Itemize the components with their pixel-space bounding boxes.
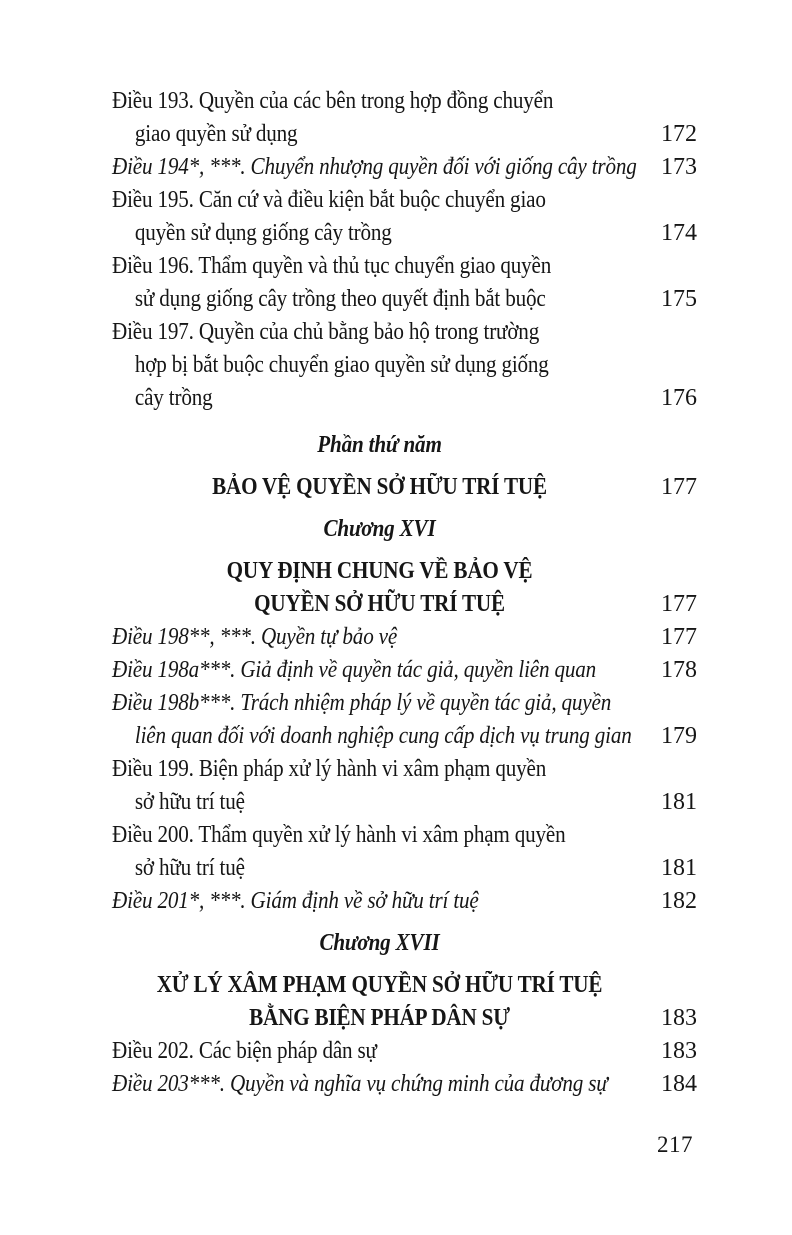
toc-entry-text	[112, 687, 632, 753]
toc-entry-text	[144, 471, 615, 504]
toc-entry-line: BẰNG BIỆN PHÁP DÂN SỰ	[249, 1005, 510, 1031]
toc-entry-line: Điều 193. Quyền của các bên trong hợp đồng chuyển	[112, 88, 554, 114]
toc-entry-text	[144, 429, 615, 462]
toc-entry-line: Chương XVII	[319, 930, 440, 956]
toc-entry-text	[144, 513, 615, 546]
toc-entry-text	[112, 250, 583, 316]
toc-entry-text	[112, 85, 583, 151]
toc-entry-line: Điều 198b***. Trách nhiệm pháp lý về quyền tác giả, quyền	[112, 690, 612, 716]
toc-entry-part-label	[112, 429, 697, 462]
toc-entry-article	[112, 654, 697, 687]
toc-entry-article	[112, 151, 697, 184]
toc-entry-chapter-title	[112, 969, 697, 1035]
toc-entry-text	[112, 1035, 583, 1068]
toc-entry-page-number: 177	[661, 624, 697, 650]
toc-entry-line: sử dụng giống cây trồng theo quyết định bắt buộc	[134, 286, 546, 312]
toc-entry-page-number: 182	[661, 888, 697, 914]
toc-entry-article	[112, 885, 697, 918]
toc-entry-text	[112, 885, 583, 918]
toc-entry-line: Điều 201*, ***. Giám định về sở hữu trí tuệ	[112, 888, 479, 914]
toc-entry-page-number: 177	[661, 474, 697, 500]
toc-entry-text	[144, 927, 615, 960]
toc-entry-line: QUY ĐỊNH CHUNG VỀ BẢO VỆ	[226, 558, 533, 584]
toc-entry-line: Điều 200. Thẩm quyền xử lý hành vi xâm phạm quyền	[112, 822, 566, 848]
toc-entry-text	[112, 1068, 608, 1101]
toc-entry-page-number: 178	[661, 657, 697, 683]
toc-entry-page-number: 183	[661, 1005, 697, 1031]
toc-entry-page-number: 173	[661, 154, 697, 180]
toc-entry-line: sở hữu trí tuệ	[134, 789, 245, 815]
toc-entry-line: Chương XVI	[323, 516, 436, 542]
toc-entry-page-number: 181	[661, 855, 697, 881]
toc-entry-article	[112, 621, 697, 654]
toc-entry-article	[112, 819, 697, 885]
toc-entry-text	[144, 969, 615, 1035]
toc-entry-line: Điều 196. Thẩm quyền và thủ tục chuyển giao quyền	[112, 253, 552, 279]
toc-entry-line: quyền sử dụng giống cây trồng	[134, 220, 392, 246]
toc-entry-line: cây trồng	[134, 385, 213, 411]
toc-entry-article	[112, 184, 697, 250]
toc-entry-page-number: 181	[661, 789, 697, 815]
toc-entry-line: Điều 194*, ***. Chuyển nhượng quyền đối với giống cây trồng	[112, 154, 637, 180]
toc-entry-text	[112, 621, 583, 654]
toc-entry-line: Điều 202. Các biện pháp dân sự	[112, 1038, 377, 1064]
toc-entry-text	[112, 654, 597, 687]
toc-entry-page-number: 174	[661, 220, 697, 246]
toc-entry-chapter-title	[112, 555, 697, 621]
toc-entry-article	[112, 85, 697, 151]
toc-entry-line: Điều 197. Quyền của chủ bằng bảo hộ trong trường	[112, 319, 540, 345]
toc-entry-page-number: 177	[661, 591, 697, 617]
toc-entry-text	[144, 555, 615, 621]
toc-entry-line: hợp bị bắt buộc chuyển giao quyền sử dụng giống	[134, 352, 549, 378]
toc-entry-line: liên quan đối với doanh nghiệp cung cấp dịch vụ trung gian	[134, 723, 632, 749]
toc-list	[112, 85, 697, 1101]
toc-entry-page-number: 176	[661, 385, 697, 411]
toc-entry-line: sở hữu trí tuệ	[134, 855, 245, 881]
toc-entry-text	[112, 316, 583, 415]
toc-entry-article	[112, 1035, 697, 1068]
toc-entry-article	[112, 316, 697, 415]
toc-entry-article	[112, 1068, 697, 1101]
toc-entry-line: Điều 198a***. Giả định về quyền tác giả, quyền liên quan	[112, 657, 597, 683]
toc-entry-page-number: 183	[661, 1038, 697, 1064]
toc-entry-line: Điều 203***. Quyền và nghĩa vụ chứng minh của đương sự	[112, 1071, 608, 1097]
toc-entry-line: Phần thứ năm	[317, 432, 442, 458]
toc-entry-line: QUYỀN SỞ HỮU TRÍ TUỆ	[254, 591, 505, 617]
toc-entry-line: XỬ LÝ XÂM PHẠM QUYỀN SỞ HỮU TRÍ TUỆ	[156, 972, 603, 998]
toc-entry-line: Điều 195. Căn cứ và điều kiện bắt buộc chuyển giao	[112, 187, 546, 213]
toc-entry-line: Điều 198**, ***. Quyền tự bảo vệ	[112, 624, 398, 650]
toc-entry-page-number: 175	[661, 286, 697, 312]
toc-entry-page-number: 179	[661, 723, 697, 749]
toc-entry-article	[112, 687, 697, 753]
toc-entry-article	[112, 250, 697, 316]
toc-entry-line: Điều 199. Biện pháp xử lý hành vi xâm phạm quyền	[112, 756, 547, 782]
toc-entry-page-number: 172	[661, 121, 697, 147]
toc-entry-article	[112, 753, 697, 819]
toc-entry-text	[112, 184, 583, 250]
footer-page-number: 217	[657, 1132, 693, 1157]
toc-entry-text	[112, 151, 637, 184]
toc-entry-page-number: 184	[661, 1071, 697, 1097]
toc-entry-chapter-label	[112, 513, 697, 546]
toc-entry-line: BẢO VỆ QUYỀN SỞ HỮU TRÍ TUỆ	[212, 474, 547, 500]
toc-entry-chapter-label	[112, 927, 697, 960]
toc-entry-text	[112, 819, 583, 885]
toc-entry-part-title	[112, 471, 697, 504]
toc-entry-line: giao quyền sử dụng	[134, 121, 298, 147]
toc-entry-text	[112, 753, 583, 819]
